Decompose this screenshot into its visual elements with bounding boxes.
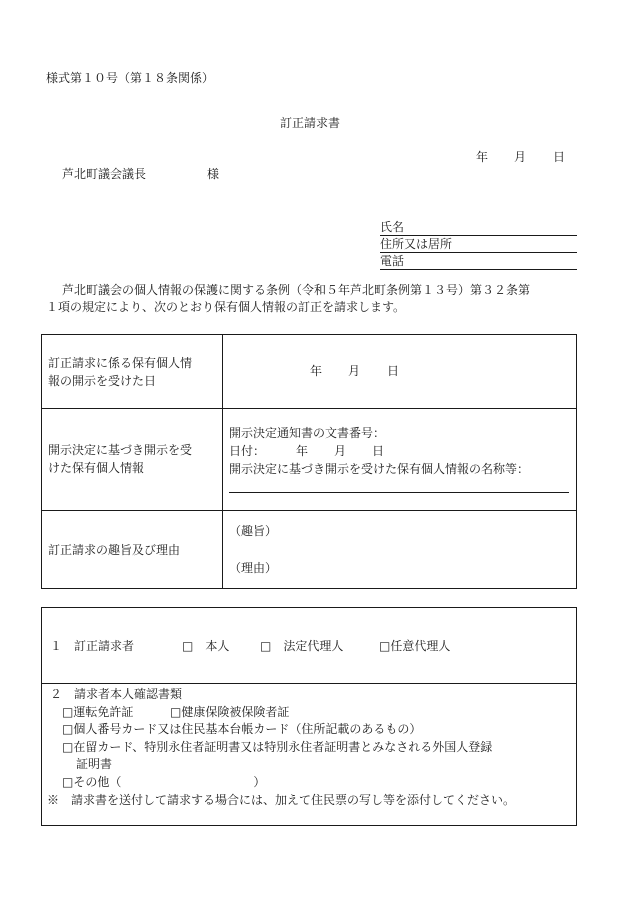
row1-label-line-1: 訂正請求に係る保有個人情 xyxy=(48,356,193,370)
requester-phone-field[interactable] xyxy=(380,254,577,270)
row1-date-day: 日 xyxy=(387,364,400,378)
section2-heading: ２ 請求者本人確認書類 xyxy=(50,687,183,701)
row2-date-month: 月 xyxy=(334,444,347,458)
requester-phone-label: 電話 xyxy=(380,254,405,268)
doc-other-checkbox[interactable]: □その他（ ） xyxy=(62,775,266,789)
page-title: 訂正請求書 xyxy=(280,116,341,130)
intro-line-1: 芦北町議会の個人情報の保護に関する条例（令和５年芦北町条例第１３号）第３２条第 xyxy=(62,283,531,297)
doc-health-insurance-checkbox[interactable]: □健康保険被保険者証 xyxy=(170,705,290,719)
section1-heading: １ 訂正請求者 xyxy=(50,639,135,653)
row2-info-name-input-line[interactable] xyxy=(229,492,569,493)
intro-line-2: １項の規定により、次のとおり保有個人情報の訂正を請求します。 xyxy=(46,300,406,314)
requester-name-field[interactable] xyxy=(380,220,577,236)
table1-column-divider xyxy=(222,334,223,589)
table2-row-divider xyxy=(41,683,577,684)
row2-date-year: 年 xyxy=(296,444,309,458)
row3-reason-label: （理由） xyxy=(229,561,278,575)
row2-date-day: 日 xyxy=(372,444,385,458)
date-day: 日 xyxy=(553,150,566,164)
doc-drivers-license-checkbox[interactable]: □運転免許証 xyxy=(62,705,134,719)
requester-name-label: 氏名 xyxy=(380,220,405,234)
attachment-note: ※ 請求書を送付して請求する場合には、加えて住民票の写し等を添付してください。 xyxy=(47,793,516,807)
option-legal-representative-checkbox[interactable]: □ 法定代理人 xyxy=(260,639,344,653)
row2-label-line-2: けた保有個人情報 xyxy=(48,461,145,475)
date-year: 年 xyxy=(476,150,489,164)
requester-address-field[interactable] xyxy=(380,237,577,253)
row1-label-line-2: 報の開示を受けた日 xyxy=(48,374,157,388)
doc-residence-card-checkbox[interactable]: □在留カード、特別永住者証明書又は特別永住者証明書とみなされる外国人登録 xyxy=(62,740,493,754)
table1-row-divider-2 xyxy=(41,510,577,511)
option-self-checkbox[interactable]: □ 本人 xyxy=(182,639,230,653)
option-voluntary-representative-checkbox[interactable]: □任意代理人 xyxy=(379,639,451,653)
row2-doc-number-label: 開示決定通知書の文書番号： xyxy=(229,426,386,440)
row3-label: 訂正請求の趣旨及び理由 xyxy=(48,543,181,557)
requester-address-label: 住所又は居所 xyxy=(380,237,453,251)
form-number: 様式第１０号（第１８条関係） xyxy=(46,71,215,85)
addressee-name: 芦北町議会議長 xyxy=(62,167,147,181)
row2-date-prefix: 日付： xyxy=(229,444,266,458)
addressee-honorific: 様 xyxy=(207,167,220,181)
row1-date-month: 月 xyxy=(348,364,361,378)
date-month: 月 xyxy=(514,150,527,164)
table1-row-divider-1 xyxy=(41,408,577,409)
doc-residence-card-continuation: 証明書 xyxy=(76,757,113,771)
doc-my-number-card-checkbox[interactable]: □個人番号カード又は住民基本台帳カード（住所記載のあるもの） xyxy=(62,722,422,736)
row2-label-line-1: 開示決定に基づき開示を受 xyxy=(48,443,193,457)
row1-date-year: 年 xyxy=(310,364,323,378)
row3-purpose-label: （趣旨） xyxy=(229,524,278,538)
row2-info-name-label: 開示決定に基づき開示を受けた保有個人情報の名称等： xyxy=(229,462,530,476)
